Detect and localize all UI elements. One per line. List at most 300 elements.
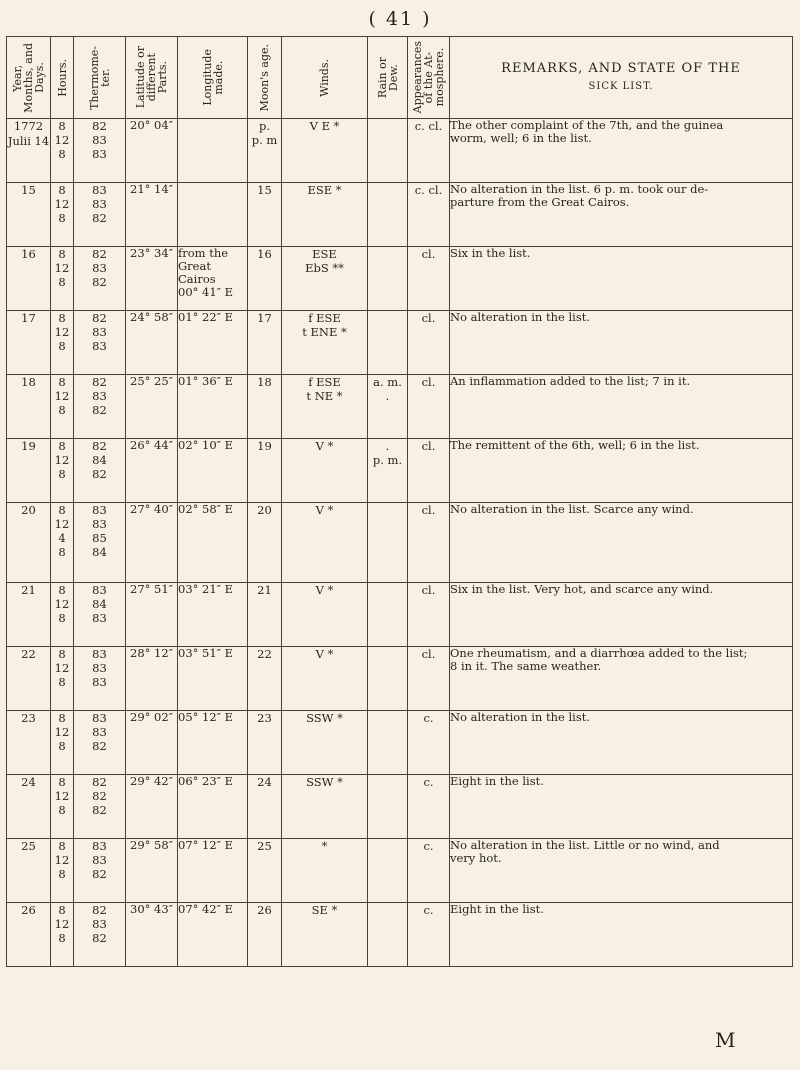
rain-cell-line: . (385, 439, 390, 453)
winds-cell (282, 711, 368, 775)
thermometer-cell (74, 375, 126, 439)
hours-cell-line: 12 (54, 917, 70, 931)
hours-cell-line: 12 (54, 725, 70, 739)
thermometer-cell-line: 83 (92, 711, 107, 725)
atmosphere-cell: cl. (408, 439, 450, 503)
date-cell-line: 22 (21, 647, 36, 661)
remarks-cell (450, 247, 793, 311)
remarks-cell-line: An inflammation added to the list; 7 in it. (450, 374, 691, 388)
hours-cell (51, 183, 74, 247)
moon-age-cell (248, 375, 282, 439)
atmosphere-cell: c. cl. (408, 183, 450, 247)
moon-age-cell-line: 22 (257, 647, 272, 661)
date-cell (7, 119, 51, 183)
hours-cell (51, 647, 74, 711)
header-winds: Winds. (282, 37, 368, 119)
thermometer-cell-line: 82 (92, 247, 107, 261)
winds-cell (282, 839, 368, 903)
hours-cell-line: 12 (54, 789, 70, 803)
date-cell-line: 24 (21, 775, 36, 789)
moon-age-cell-line: 18 (257, 375, 272, 389)
hours-cell-line: 8 (58, 211, 66, 225)
remarks-cell-line: The other complaint of the 7th, and the guinea (450, 118, 724, 132)
thermometer-cell-line: 82 (92, 311, 107, 325)
rain-cell (368, 903, 408, 967)
winds-cell (282, 503, 368, 583)
atmosphere-cell: c. (408, 775, 450, 839)
remarks-cell (450, 903, 793, 967)
atmosphere-cell: cl. (408, 583, 450, 647)
table-row (7, 903, 793, 967)
hours-cell-line: 8 (58, 339, 66, 353)
hours-cell-line: 8 (58, 275, 66, 289)
hours-cell-line: 12 (54, 325, 70, 339)
hours-cell-line: 8 (58, 803, 66, 817)
longitude-cell-line: 00° 41″ E (178, 285, 234, 299)
winds-cell-line: ESE * (307, 183, 342, 197)
longitude-cell-line: 03° 21″ E (178, 582, 234, 596)
longitude-cell (178, 183, 248, 247)
longitude-cell-line: from the (178, 246, 229, 260)
date-cell-line: 1772 (13, 119, 44, 133)
remarks-cell (450, 711, 793, 775)
thermometer-cell-line: 82 (92, 275, 107, 289)
moon-age-cell (248, 583, 282, 647)
remarks-cell-line: No alteration in the list. (450, 710, 591, 724)
moon-age-cell-line: 17 (257, 311, 272, 325)
thermometer-cell (74, 711, 126, 775)
winds-cell-line: ESE (312, 247, 337, 261)
hours-cell-line: 8 (58, 867, 66, 881)
rain-cell (368, 711, 408, 775)
remarks-cell (450, 183, 793, 247)
thermometer-cell-line: 82 (92, 867, 107, 881)
rain-cell-line: . (385, 389, 390, 403)
table-row (7, 311, 793, 375)
longitude-cell-line: 07° 42″ E (178, 902, 234, 916)
hours-cell-line: 8 (58, 647, 66, 661)
longitude-cell (178, 503, 248, 583)
winds-cell-line: t NE * (306, 389, 343, 403)
date-cell-line: 15 (21, 183, 36, 197)
date-cell-line: 19 (21, 439, 36, 453)
thermometer-cell-line: 83 (92, 661, 107, 675)
thermometer-cell-line: 83 (92, 839, 107, 853)
latitude-cell: 27° 40″ (126, 503, 178, 583)
rain-cell (368, 183, 408, 247)
remarks-cell-line: Six in the list. Very hot, and scarce any wind. (450, 582, 714, 596)
winds-cell-line: f ESE (308, 375, 341, 389)
thermometer-cell (74, 439, 126, 503)
hours-cell (51, 711, 74, 775)
hours-cell (51, 503, 74, 583)
moon-age-cell-line: 20 (257, 503, 272, 517)
hours-cell-line: 8 (58, 611, 66, 625)
header-longitude: Longitude made. (178, 37, 248, 119)
thermometer-cell (74, 183, 126, 247)
header-remarks (450, 37, 793, 119)
rain-cell (368, 583, 408, 647)
moon-age-cell-line: 26 (257, 903, 272, 917)
date-cell (7, 183, 51, 247)
winds-cell (282, 583, 368, 647)
table-row (7, 247, 793, 311)
longitude-cell (178, 583, 248, 647)
longitude-cell (178, 839, 248, 903)
remarks-cell (450, 119, 793, 183)
rain-cell (368, 247, 408, 311)
longitude-cell-line: Great Cairos (178, 259, 216, 286)
date-cell-line: 17 (21, 311, 36, 325)
moon-age-cell-line: 21 (257, 583, 272, 597)
thermometer-cell-line: 83 (92, 611, 107, 625)
date-cell (7, 583, 51, 647)
winds-cell-line: SE * (311, 903, 338, 917)
header-appearances: Appearances of the At- mosphere. (408, 37, 450, 119)
thermometer-cell-line: 83 (92, 389, 107, 403)
thermometer-cell-line: 82 (92, 739, 107, 753)
rain-cell (368, 647, 408, 711)
page-number: ( 41 ) (368, 8, 432, 30)
header-row (7, 37, 793, 119)
remarks-cell-line: 8 in it. The same weather. (450, 659, 602, 673)
hours-cell-line: 8 (58, 247, 66, 261)
winds-cell (282, 247, 368, 311)
longitude-cell (178, 119, 248, 183)
date-cell (7, 711, 51, 775)
rain-cell (368, 503, 408, 583)
thermometer-cell-line: 83 (92, 647, 107, 661)
remarks-cell (450, 647, 793, 711)
weather-log-table (6, 36, 793, 967)
latitude-cell: 29° 58″ (126, 839, 178, 903)
hours-cell-line: 8 (58, 375, 66, 389)
hours-cell-line: 12 (54, 517, 70, 531)
rain-cell (368, 311, 408, 375)
hours-cell-line: 8 (58, 545, 66, 559)
thermometer-cell-line: 84 (92, 597, 107, 611)
moon-age-cell-line: 24 (257, 775, 272, 789)
hours-cell-line: 8 (58, 903, 66, 917)
remarks-cell-line: No alteration in the list. Little or no wind, and (450, 838, 720, 852)
rain-cell (368, 375, 408, 439)
remarks-cell-line: No alteration in the list. Scarce any wind. (450, 502, 694, 516)
moon-age-cell (248, 903, 282, 967)
thermometer-cell-line: 82 (92, 903, 107, 917)
moon-age-cell (248, 775, 282, 839)
longitude-cell (178, 439, 248, 503)
atmosphere-cell: cl. (408, 375, 450, 439)
thermometer-cell-line: 83 (92, 339, 107, 353)
thermometer-cell-line: 82 (92, 789, 107, 803)
thermometer-cell (74, 503, 126, 583)
date-cell-line: 21 (21, 583, 36, 597)
table-row (7, 183, 793, 247)
table-row (7, 711, 793, 775)
winds-cell-line: t ENE * (302, 325, 347, 339)
table-row (7, 647, 793, 711)
rain-cell-line: p. m. (372, 453, 403, 467)
atmosphere-cell: c. (408, 903, 450, 967)
moon-age-cell (248, 119, 282, 183)
longitude-cell-line: 02° 10″ E (178, 438, 234, 452)
thermometer-cell-line: 82 (92, 467, 107, 481)
rain-cell-line: a. m. (373, 375, 402, 389)
winds-cell-line: SSW * (306, 711, 343, 725)
date-cell (7, 375, 51, 439)
thermometer-cell (74, 119, 126, 183)
thermometer-cell (74, 839, 126, 903)
latitude-cell: 24° 58″ (126, 311, 178, 375)
thermometer-cell-line: 85 (92, 531, 107, 545)
winds-cell (282, 439, 368, 503)
hours-cell-line: 8 (58, 183, 66, 197)
table-row (7, 119, 793, 183)
hours-cell-line: 12 (54, 389, 70, 403)
header-hours: Hours. (51, 37, 74, 119)
remarks-cell (450, 311, 793, 375)
thermometer-cell-line: 83 (92, 917, 107, 931)
rain-cell (368, 439, 408, 503)
date-cell-line: 25 (21, 839, 36, 853)
longitude-cell-line: 05° 12″ E (178, 710, 234, 724)
header-latitude: Latitude or different Parts. (126, 37, 178, 119)
moon-age-cell-line: 15 (257, 183, 272, 197)
table-row (7, 375, 793, 439)
moon-age-cell-line: p. m (251, 133, 278, 147)
winds-cell (282, 311, 368, 375)
header-moon: Moon's age. (248, 37, 282, 119)
moon-age-cell-line: 19 (257, 439, 272, 453)
moon-age-cell (248, 647, 282, 711)
hours-cell-line: 8 (58, 583, 66, 597)
hours-cell-line: 4 (58, 531, 66, 545)
thermometer-cell-line: 83 (92, 853, 107, 867)
winds-cell (282, 375, 368, 439)
atmosphere-cell: cl. (408, 247, 450, 311)
remarks-cell (450, 775, 793, 839)
longitude-cell (178, 375, 248, 439)
hours-cell-line: 8 (58, 675, 66, 689)
latitude-cell: 27° 51″ (126, 583, 178, 647)
longitude-cell-line: 02° 58″ E (178, 502, 234, 516)
date-cell-line: 18 (21, 375, 36, 389)
remarks-cell-line: parture from the Great Cairos. (450, 195, 630, 209)
hours-cell (51, 839, 74, 903)
hours-cell-line: 8 (58, 403, 66, 417)
longitude-cell-line: 01° 22″ E (178, 310, 234, 324)
winds-cell (282, 647, 368, 711)
thermometer-cell-line: 82 (92, 931, 107, 945)
winds-cell-line: V * (315, 647, 334, 661)
thermometer-cell-line: 83 (92, 197, 107, 211)
date-cell (7, 839, 51, 903)
moon-age-cell (248, 183, 282, 247)
winds-cell-line: V E * (309, 119, 340, 133)
header-date: Year, Months, and Days. (7, 37, 51, 119)
thermometer-cell-line: 83 (92, 675, 107, 689)
atmosphere-cell: cl. (408, 503, 450, 583)
hours-cell (51, 903, 74, 967)
thermometer-cell-line: 82 (92, 119, 107, 133)
thermometer-cell (74, 247, 126, 311)
table-row (7, 439, 793, 503)
hours-cell-line: 8 (58, 503, 66, 517)
remarks-cell-line: Eight in the list. (450, 774, 544, 788)
atmosphere-cell: cl. (408, 311, 450, 375)
thermometer-cell (74, 647, 126, 711)
date-cell (7, 439, 51, 503)
hours-cell-line: 8 (58, 467, 66, 481)
moon-age-cell (248, 439, 282, 503)
hours-cell-line: 8 (58, 839, 66, 853)
header-rain: Rain or Dew. (368, 37, 408, 119)
thermometer-cell (74, 903, 126, 967)
atmosphere-cell: c. cl. (408, 119, 450, 183)
rain-cell (368, 839, 408, 903)
hours-cell-line: 12 (54, 597, 70, 611)
thermometer-cell-line: 82 (92, 439, 107, 453)
atmosphere-cell: cl. (408, 647, 450, 711)
longitude-cell (178, 647, 248, 711)
latitude-cell: 26° 44″ (126, 439, 178, 503)
hours-cell-line: 8 (58, 931, 66, 945)
hours-cell-line: 8 (58, 711, 66, 725)
date-cell (7, 311, 51, 375)
winds-cell-line: SSW * (306, 775, 343, 789)
latitude-cell: 29° 02″ (126, 711, 178, 775)
hours-cell-line: 8 (58, 439, 66, 453)
longitude-cell (178, 247, 248, 311)
longitude-cell-line: 01° 36″ E (178, 374, 234, 388)
winds-cell-line: * (321, 839, 328, 853)
winds-cell-line: EbS ** (305, 261, 344, 275)
longitude-cell-line: 06° 23″ E (178, 774, 234, 788)
remarks-cell-line: The remittent of the 6th, well; 6 in the list. (450, 438, 700, 452)
remarks-cell-line: One rheumatism, and a diarrhœa added to the list; (450, 646, 748, 660)
latitude-cell: 23° 34″ (126, 247, 178, 311)
hours-cell-line: 12 (54, 197, 70, 211)
date-cell (7, 503, 51, 583)
winds-cell (282, 775, 368, 839)
remarks-cell-line: Eight in the list. (450, 902, 544, 916)
hours-cell-line: 8 (58, 147, 66, 161)
moon-age-cell (248, 711, 282, 775)
date-cell (7, 247, 51, 311)
winds-cell (282, 119, 368, 183)
hours-cell (51, 439, 74, 503)
thermometer-cell-line: 83 (92, 261, 107, 275)
thermometer-cell-line: 83 (92, 133, 107, 147)
moon-age-cell (248, 247, 282, 311)
hours-cell (51, 775, 74, 839)
moon-age-cell (248, 503, 282, 583)
hours-cell-line: 12 (54, 453, 70, 467)
table-row (7, 775, 793, 839)
thermometer-cell-line: 82 (92, 375, 107, 389)
rain-cell (368, 775, 408, 839)
remarks-cell (450, 439, 793, 503)
date-cell-line: 16 (21, 247, 36, 261)
thermometer-cell-line: 83 (92, 583, 107, 597)
latitude-cell: 28° 12″ (126, 647, 178, 711)
thermometer-cell-line: 83 (92, 325, 107, 339)
thermometer-cell-line: 82 (92, 775, 107, 789)
latitude-cell: 29° 42″ (126, 775, 178, 839)
longitude-cell-line: 03° 51″ E (178, 646, 234, 660)
date-cell-line: 20 (21, 503, 36, 517)
thermometer-cell-line: 82 (92, 211, 107, 225)
date-cell (7, 903, 51, 967)
table-row (7, 839, 793, 903)
hours-cell (51, 583, 74, 647)
hours-cell (51, 311, 74, 375)
latitude-cell: 25° 25″ (126, 375, 178, 439)
hours-cell-line: 12 (54, 261, 70, 275)
signature-mark: M (715, 1028, 737, 1052)
date-cell-line: 23 (21, 711, 36, 725)
date-cell-line: Julii 14 (7, 134, 50, 148)
longitude-cell (178, 903, 248, 967)
table-row (7, 503, 793, 583)
longitude-cell (178, 711, 248, 775)
rain-cell (368, 119, 408, 183)
winds-cell-line: V * (315, 439, 334, 453)
hours-cell-line: 12 (54, 853, 70, 867)
remarks-cell (450, 583, 793, 647)
winds-cell (282, 903, 368, 967)
date-cell-line: 26 (21, 903, 36, 917)
longitude-cell (178, 775, 248, 839)
hours-cell (51, 247, 74, 311)
latitude-cell: 20° 04″ (126, 119, 178, 183)
thermometer-cell-line: 83 (92, 183, 107, 197)
hours-cell-line: 12 (54, 133, 70, 147)
remarks-cell-line: No alteration in the list. 6 p. m. took our de- (450, 182, 709, 196)
thermometer-cell-line: 83 (92, 725, 107, 739)
thermometer-cell-line: 83 (92, 503, 107, 517)
thermometer-cell-line: 82 (92, 403, 107, 417)
thermometer-cell-line: 84 (92, 453, 107, 467)
moon-age-cell-line: p. (258, 119, 271, 133)
thermometer-cell-line: 83 (92, 147, 107, 161)
longitude-cell-line: 07° 12″ E (178, 838, 234, 852)
hours-cell-line: 8 (58, 311, 66, 325)
hours-cell (51, 119, 74, 183)
winds-cell (282, 183, 368, 247)
atmosphere-cell: c. (408, 711, 450, 775)
moon-age-cell-line: 23 (257, 711, 272, 725)
date-cell (7, 647, 51, 711)
remarks-title: REMARKS, AND STATE OF THE (501, 61, 741, 76)
remarks-cell-line: Six in the list. (450, 246, 531, 260)
moon-age-cell-line: 16 (257, 247, 272, 261)
table-row (7, 583, 793, 647)
thermometer-cell-line: 84 (92, 545, 107, 559)
winds-cell-line: V * (315, 503, 334, 517)
latitude-cell: 21° 14″ (126, 183, 178, 247)
hours-cell-line: 8 (58, 775, 66, 789)
header-thermometer: Thermome- ter. (74, 37, 126, 119)
remarks-subtitle: SICK LIST. (588, 81, 654, 92)
hours-cell-line: 12 (54, 661, 70, 675)
moon-age-cell (248, 839, 282, 903)
thermometer-cell (74, 311, 126, 375)
moon-age-cell-line: 25 (257, 839, 272, 853)
thermometer-cell-line: 83 (92, 517, 107, 531)
atmosphere-cell: c. (408, 839, 450, 903)
remarks-cell (450, 375, 793, 439)
